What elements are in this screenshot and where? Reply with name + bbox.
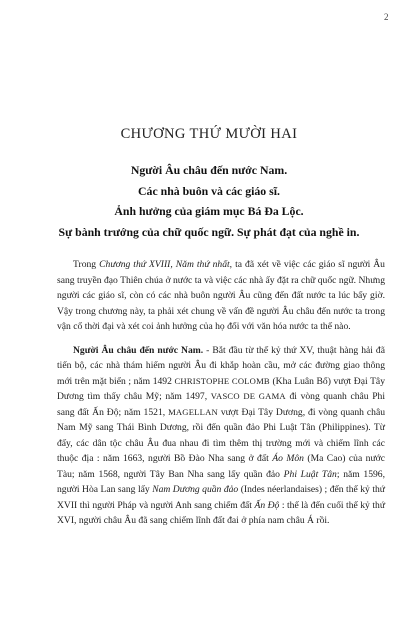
subtitle-line: Ảnh hưởng của giám mục Bá Đa Lộc. [114,204,304,218]
subtitle-line: Sự bành trướng của chữ quốc ngữ. Sự phát đạt của nghề in. [58,224,360,239]
section-heading-inline: Người Âu châu đến nước Nam. [73,344,204,356]
text-run: : thế là đến cuối thế kỷ thứ XVI, người châu Âu đã sang chiếm lĩnh đất đai ở phía nam châu Á rồi. [57,499,386,526]
text-run: đi vòng quanh châu Phi sang đất Ấn Độ; năm 1521, [57,391,386,418]
chapter-subtitles [0,160,418,242]
page-number: 2 [384,12,389,22]
paragraph-europeans [57,343,385,529]
text-run-italic: Áo Môn [272,453,304,464]
chapter-title: CHƯƠNG THỨ MƯỜI HAI [120,126,298,142]
body-text [57,257,385,529]
text-run-italic: Ấn Độ [254,499,280,511]
text-run: - Bắt đầu từ thế kỷ thứ XV, thuật hàng hải đã tiến bộ, các nhà thám hiểm người Âu đi khắp hoàn cầu, mở các đường giao thông mới trên mặt biển ; năm 1492 [57,344,385,387]
text-run: (Ma Cao) của nước Tàu; năm 1568, người Tây Ban Nha sang lấy quần đảo [57,453,385,480]
subtitle-line: Các nhà buôn và các giáo sĩ. [138,183,280,198]
text-run-smallcaps: MAGELLAN [168,406,218,417]
text-run: (Kha Luân Bố) vượt Đại Tây Dương tìm thấy châu Mỹ; năm 1497, [57,375,385,402]
text-run: Trong [73,259,100,270]
text-run-italic: Nam Dương quần đảo [152,484,239,495]
text-run-smallcaps: CHRISTOPHE COLOMB [174,375,270,386]
text-run: , ta đã xét về việc các giáo sĩ người Âu sang truyền đạo Thiên chúa ở nước ta và việc các nhà ấy đặt ra chữ quốc ngữ. Nhưng người các giáo sĩ, còn có các nhà buôn người Âu cũng đến đất nước ta lúc bấy giờ. Vậy trong chương này, ta phải xét chung về vấn đề người Âu châu đến nước ta trong vận cổ thời đại và xét coi ảnh hưởng của họ đối với văn hóa nước ta thế nào. [57,259,385,332]
text-run-smallcaps: VASCO DE GAMA [210,391,286,401]
text-run: vượt Đại Tây Dương, đi vòng quanh châu Nam Mỹ sang Thái Bình Dương, rồi đến quần đảo Phi Luật Tân (Philippines). Từ đấy, các dân tộc châu Âu đua nhau đi tìm thêm thị trường mới và chiếm lĩnh các thuộc địa : năm 1663, người Bồ Đào Nha sang ở đất [57,406,385,464]
text-run-italic: Phi Luật Tân [283,468,337,480]
text-run: ; năm 1596, người Hòa Lan sang lấy [57,468,385,495]
subtitle-line: Người Âu châu đến nước Nam. [130,163,288,177]
paragraph-intro [57,257,385,335]
text-run: (Indes néerlandaises) ; đến thế kỷ thứ XVII thì người Pháp và người Anh sang chiếm đất [57,484,385,511]
text-run-italic: Chương thứ XVIII, Năm thứ nhất [99,259,230,270]
